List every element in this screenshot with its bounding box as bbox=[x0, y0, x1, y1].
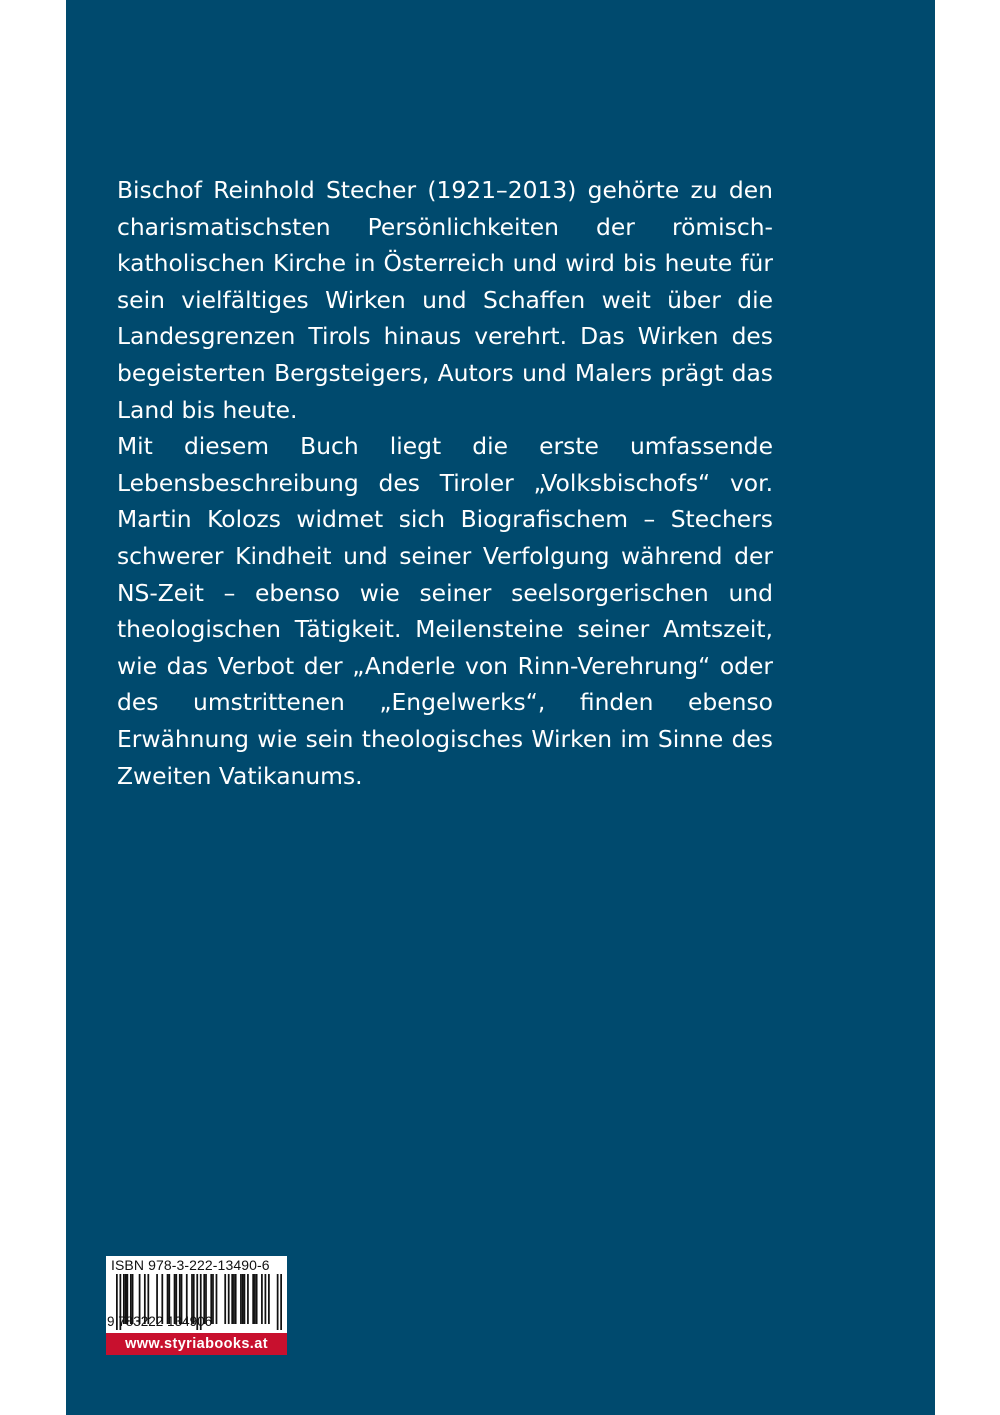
blurb-text bbox=[117, 172, 773, 794]
blurb-paragraph: Mit diesem Buch liegt die erste umfassende Lebensbeschreibung des Tiroler „Volksbischofs“ vor. Martin Kolozs widmet sich Biografischem – Stechers schwerer Kindheit und seiner Verfolgung während der NS-Zeit – ebenso wie seiner seelsorgerischen und theologischen Tätigkeit. Meilensteine seiner Amtszeit, wie das Verbot der „Anderle von Rinn-Verehrung“ oder des umstrittenen „Engelwerks“, finden ebenso Erwähnung wie sein theologisches Wirken im Sinne des Zweiten Vatikanums. bbox=[117, 432, 773, 790]
isbn-label: ISBN 978-3-222-13490-6 bbox=[111, 1257, 270, 1273]
barcode-digits: 9 783222 134906 bbox=[107, 1314, 213, 1329]
blurb-paragraph: Bischof Reinhold Stecher (1921–2013) gehörte zu den charismatischsten Persönlichkeiten der römisch-katholischen Kirche in Österreich und wird bis heute für sein vielfältiges Wirken und Schaffen weit über die Landesgrenzen Tirols hinaus verehrt. Das Wirken des begeisterten Bergsteigers, Autors und Malers prägt das Land bis heute. bbox=[117, 176, 773, 424]
publisher-url: www.styriabooks.at bbox=[106, 1333, 287, 1355]
